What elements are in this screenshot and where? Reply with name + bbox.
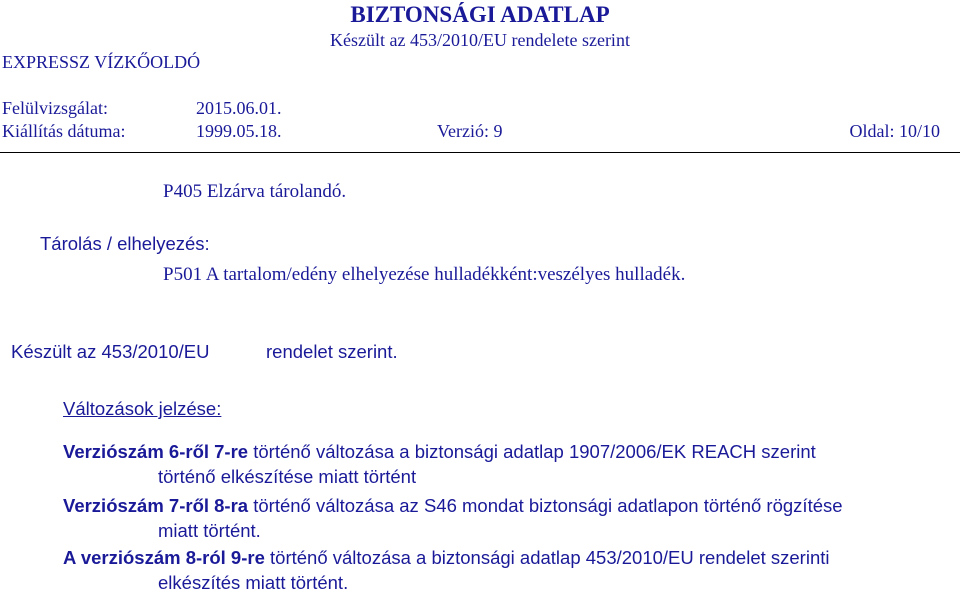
issue-date: 1999.05.18. (196, 121, 282, 141)
document-title: BIZTONSÁGI ADATLAP (350, 2, 610, 27)
change-item-2-line-2: miatt történt. (158, 520, 261, 541)
p501-statement: P501 A tartalom/edény elhelyezése hulladékként:veszélyes hulladék. (163, 264, 686, 285)
prepared-note-suffix: rendelet szerint. (266, 341, 398, 362)
change-item-2-line-1 (63, 495, 843, 517)
change-item-1-text: történő változása a biztonsági adatlap 1907/2006/EK REACH szerint (248, 441, 816, 462)
header-divider (0, 152, 960, 153)
change-item-1-line-1 (63, 441, 816, 463)
changes-heading: Változások jelzése: (63, 398, 222, 419)
change-item-2-version: Verziószám 7-ről 8-ra (63, 495, 249, 516)
p405-statement: P405 Elzárva tárolandó. (163, 181, 347, 202)
product-name: EXPRESSZ VÍZKŐOLDÓ (2, 52, 201, 72)
version-number: Verzió: 9 (437, 121, 503, 141)
document-subtitle: Készült az 453/2010/EU rendelete szerint (330, 30, 630, 50)
change-item-3-text: történő változása a biztonsági adatlap 453/2010/EU rendelet szerinti (264, 547, 830, 568)
change-item-3-line-1 (63, 547, 830, 569)
page-number: Oldal: 10/10 (849, 121, 940, 141)
change-item-3-version: A verziószám 8-ról 9-re (63, 547, 265, 568)
change-item-2-text: történő változása az S46 mondat biztonsági adatlapon történő rögzítése (248, 495, 843, 516)
revision-date: 2015.06.01. (196, 98, 282, 118)
change-item-1-line-2: történő elkészítése miatt történt (158, 466, 417, 487)
prepared-note-regulation: Készült az 453/2010/EU (11, 341, 210, 362)
issue-date-label: Kiállítás dátuma: (2, 121, 126, 141)
change-item-1-version: Verziószám 6-ről 7-re (63, 441, 249, 462)
revision-label: Felülvizsgálat: (2, 98, 108, 118)
disposal-label: Tárolás / elhelyezés: (40, 233, 210, 254)
change-item-3-line-2: elkészítés miatt történt. (158, 572, 349, 593)
